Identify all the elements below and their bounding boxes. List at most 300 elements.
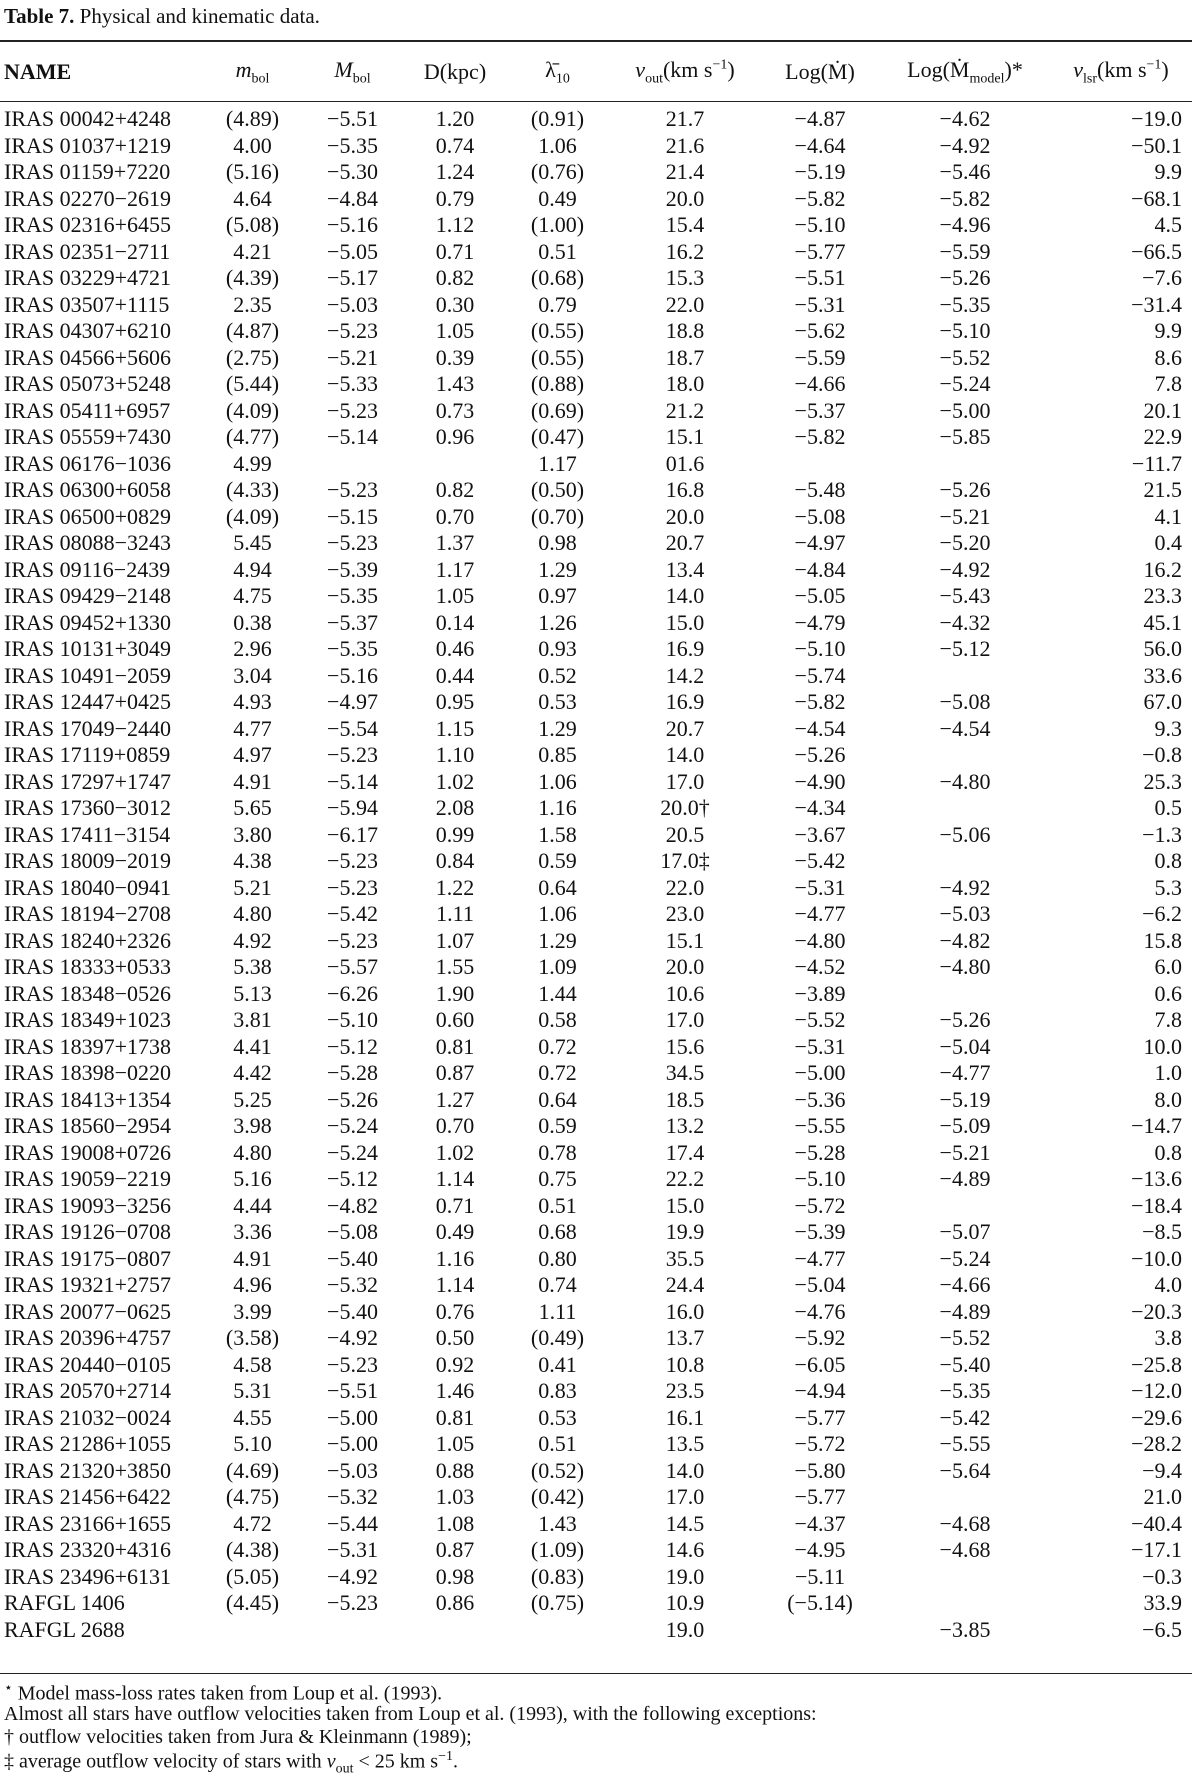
cell-log-mdot: −5.51 xyxy=(794,265,846,290)
table-row xyxy=(0,318,1192,345)
cell-name: IRAS 19093−3256 xyxy=(4,1192,172,1218)
cell-Mbol: −5.31 xyxy=(327,1537,378,1562)
cell-distance: 0.76 xyxy=(435,1298,475,1324)
cell-lambda: (0.70) xyxy=(530,503,585,529)
cell-log-mdot: −4.37 xyxy=(794,1510,846,1536)
table-row xyxy=(0,1617,1192,1644)
header-logmodel-close: )* xyxy=(1004,56,1023,82)
cell-vlsr: −31.4 xyxy=(1131,291,1182,317)
cell-mbol: 2.35 xyxy=(233,291,272,317)
caption-label: Table 7. xyxy=(4,4,75,28)
table-row xyxy=(0,477,1192,504)
cell-distance: 0.50 xyxy=(435,1325,475,1350)
cell-mbol: 4.77 xyxy=(233,715,272,741)
footnote-ddagger-sub: out xyxy=(335,1761,354,1777)
cell-vout: 20.0 xyxy=(665,503,705,529)
cell-log-mdot: −5.31 xyxy=(794,291,846,317)
cell-log-mdot: −4.64 xyxy=(794,132,846,158)
cell-Mbol: −5.33 xyxy=(327,371,378,396)
cell-mbol: (4.69) xyxy=(225,1457,280,1483)
cell-Mbol: −5.24 xyxy=(327,1139,378,1165)
cell-vout: 21.4 xyxy=(665,159,705,184)
cell-vlsr: −10.0 xyxy=(1131,1245,1182,1271)
table-row xyxy=(0,557,1192,584)
cell-log-mdot-model: −5.85 xyxy=(939,424,991,449)
cell-vout: 19.0 xyxy=(665,1563,705,1589)
cell-vlsr: −1.3 xyxy=(1142,821,1182,847)
cell-distance: 0.82 xyxy=(435,265,475,290)
cell-vout: 23.0 xyxy=(665,901,705,926)
cell-name: IRAS 19059−2219 xyxy=(4,1166,172,1191)
cell-log-mdot: −4.76 xyxy=(794,1298,846,1324)
cell-lambda: 1.16 xyxy=(538,795,577,820)
cell-name: IRAS 21286+1055 xyxy=(4,1431,172,1456)
cell-distance: 0.30 xyxy=(435,291,475,317)
cell-mbol: 3.98 xyxy=(233,1113,272,1138)
table-row xyxy=(0,371,1192,398)
cell-distance: 1.12 xyxy=(435,212,475,237)
cell-vlsr: 8.6 xyxy=(1154,344,1182,370)
cell-log-mdot-model: −4.32 xyxy=(939,609,991,635)
cell-Mbol: −5.32 xyxy=(327,1272,378,1297)
cell-lambda: 0.83 xyxy=(538,1378,577,1403)
cell-log-mdot-model xyxy=(880,1590,1050,1617)
cell-distance: 1.43 xyxy=(435,371,475,396)
cell-log-mdot: −5.31 xyxy=(794,874,846,900)
cell-vout: 19.9 xyxy=(665,1219,705,1244)
header-vlsr-sup: −1 xyxy=(1146,57,1162,73)
cell-name: IRAS 10131+3049 xyxy=(4,636,172,661)
header-vlsr-close: ) xyxy=(1161,56,1169,82)
table-caption xyxy=(4,4,320,29)
header-distance: D(kpc) xyxy=(423,59,487,84)
header-lambda xyxy=(505,44,610,100)
cell-vout: 10.9 xyxy=(665,1590,705,1615)
cell-vlsr: −29.6 xyxy=(1131,1404,1182,1430)
cell-lambda: (0.42) xyxy=(530,1484,585,1509)
cell-lambda: 0.53 xyxy=(538,689,577,714)
cell-lambda: 1.29 xyxy=(538,927,577,953)
header-lambda-sub: 10 xyxy=(555,71,570,87)
cell-log-mdot-model: −4.77 xyxy=(939,1060,991,1085)
cell-name: IRAS 17360−3012 xyxy=(4,795,172,820)
cell-name: IRAS 19008+0726 xyxy=(4,1139,172,1165)
header-vlsr-sub: lsr xyxy=(1083,71,1098,87)
footnote-general: Almost all stars have outflow velocities taken from Loup et al. (1993), with the following exceptions: xyxy=(4,1703,817,1725)
cell-name: IRAS 23496+6131 xyxy=(4,1563,172,1589)
cell-name: IRAS 05559+7430 xyxy=(4,424,172,449)
cell-log-mdot-model: −5.06 xyxy=(939,821,991,847)
cell-log-mdot-model: −5.59 xyxy=(939,238,991,264)
cell-name: IRAS 04566+5606 xyxy=(4,344,172,370)
cell-mbol: 4.97 xyxy=(233,742,272,767)
cell-vlsr: 1.0 xyxy=(1154,1060,1182,1085)
cell-mbol: 4.41 xyxy=(233,1033,272,1059)
cell-log-mdot-model: −5.26 xyxy=(939,265,991,290)
table-row xyxy=(0,398,1192,425)
cell-lambda: 1.09 xyxy=(538,954,577,979)
cell-distance: 1.11 xyxy=(436,901,474,926)
cell-mbol: 4.96 xyxy=(233,1272,272,1297)
cell-Mbol: −5.14 xyxy=(327,424,378,449)
cell-Mbol: −5.23 xyxy=(327,927,378,953)
cell-vout: 18.8 xyxy=(665,318,705,343)
cell-vout: 20.0 xyxy=(665,185,705,211)
cell-name: IRAS 04307+6210 xyxy=(4,318,172,343)
cell-log-mdot-model: −5.24 xyxy=(939,1245,991,1271)
cell-distance: 1.10 xyxy=(435,742,475,767)
footnote-ddagger xyxy=(4,1749,458,1778)
cell-log-mdot: −5.19 xyxy=(794,159,846,184)
cell-log-mdot-model: −4.96 xyxy=(939,212,991,237)
cell-Mbol: −5.35 xyxy=(327,636,378,661)
cell-mbol: (2.75) xyxy=(225,344,280,370)
table-row xyxy=(0,583,1192,610)
cell-log-mdot: −4.84 xyxy=(794,556,846,582)
cell-Mbol: −5.23 xyxy=(327,874,378,900)
cell-Mbol: −5.28 xyxy=(327,1060,378,1085)
table-row xyxy=(0,1325,1192,1352)
cell-vlsr: 10.0 xyxy=(1143,1033,1182,1059)
cell-distance: 0.46 xyxy=(435,636,475,661)
cell-vlsr: −0.8 xyxy=(1142,742,1182,767)
cell-lambda: (0.47) xyxy=(530,424,585,449)
cell-mbol: 5.13 xyxy=(233,980,272,1006)
cell-log-mdot-model: −4.92 xyxy=(939,874,991,900)
cell-vout: 22.0 xyxy=(665,291,705,317)
cell-Mbol: −4.84 xyxy=(327,185,378,211)
cell-log-mdot: −5.26 xyxy=(794,742,846,767)
cell-vout: 22.0 xyxy=(665,874,705,900)
table-row xyxy=(0,1352,1192,1379)
cell-Mbol: −5.51 xyxy=(327,106,378,131)
cell-name: IRAS 17297+1747 xyxy=(4,768,172,794)
cell-vlsr: 7.8 xyxy=(1154,1007,1182,1032)
cell-lambda: 1.06 xyxy=(538,901,577,926)
cell-vout: 23.5 xyxy=(665,1378,705,1403)
cell-lambda: 0.74 xyxy=(538,1272,577,1297)
cell-vout: 15.4 xyxy=(665,212,705,237)
cell-log-mdot-model: −5.55 xyxy=(939,1431,991,1456)
cell-mbol: 4.94 xyxy=(233,556,272,582)
cell-distance: 0.74 xyxy=(435,132,475,158)
cell-lambda: 1.17 xyxy=(538,450,577,476)
table-row xyxy=(0,901,1192,928)
table-row xyxy=(0,1590,1192,1617)
cell-distance: 1.05 xyxy=(435,1431,475,1456)
cell-log-mdot-model: −4.92 xyxy=(939,556,991,582)
cell-mbol: 4.91 xyxy=(233,768,272,794)
table-row xyxy=(0,212,1192,239)
cell-log-mdot: −5.77 xyxy=(794,1484,846,1509)
cell-lambda: 0.59 xyxy=(538,848,577,873)
cell-log-mdot: −5.11 xyxy=(794,1563,846,1589)
cell-vout: 18.7 xyxy=(665,344,705,370)
cell-distance: 1.14 xyxy=(435,1166,475,1191)
cell-log-mdot-model: −5.21 xyxy=(939,503,991,529)
header-Mbol xyxy=(300,44,405,100)
cell-vout: 34.5 xyxy=(665,1060,705,1085)
cell-name: IRAS 18040−0941 xyxy=(4,874,172,900)
cell-vlsr: −68.1 xyxy=(1131,185,1182,211)
table-row xyxy=(0,239,1192,266)
cell-vout: 16.2 xyxy=(665,238,705,264)
cell-vlsr: 67.0 xyxy=(1143,689,1182,714)
cell-lambda: (0.83) xyxy=(530,1563,585,1589)
cell-name: IRAS 01037+1219 xyxy=(4,132,172,158)
header-mbol xyxy=(205,44,300,100)
cell-lambda: (0.75) xyxy=(530,1590,585,1615)
cell-log-mdot-model: −3.85 xyxy=(939,1616,991,1642)
table-row xyxy=(0,1511,1192,1538)
cell-lambda: 1.29 xyxy=(538,556,577,582)
cell-log-mdot: −5.39 xyxy=(794,1219,846,1244)
cell-lambda: 0.75 xyxy=(538,1166,577,1191)
caption-text: Physical and kinematic data. xyxy=(74,4,320,28)
cell-lambda: 1.06 xyxy=(538,132,577,158)
cell-mbol: 4.80 xyxy=(233,901,272,926)
cell-name: IRAS 18398−0220 xyxy=(4,1060,172,1085)
cell-distance: 0.49 xyxy=(435,1219,475,1244)
cell-lambda: (0.50) xyxy=(530,477,585,502)
cell-Mbol: −5.35 xyxy=(327,583,378,608)
cell-lambda: 0.79 xyxy=(538,291,577,317)
cell-log-mdot-model: −5.03 xyxy=(939,901,991,926)
cell-mbol: 5.45 xyxy=(233,530,272,555)
cell-log-mdot: −6.05 xyxy=(794,1351,846,1377)
cell-log-mdot: −4.77 xyxy=(794,1245,846,1271)
cell-mbol: 4.92 xyxy=(233,927,272,953)
cell-vout: 16.0 xyxy=(665,1298,705,1324)
cell-lambda: 1.26 xyxy=(538,609,577,635)
cell-vlsr: 4.0 xyxy=(1154,1272,1182,1297)
footnote-ddagger-pre: ‡ average outflow velocity of stars with xyxy=(4,1750,327,1773)
cell-vout: 17.0 xyxy=(665,1007,705,1032)
cell-vout: 15.3 xyxy=(665,265,705,290)
table-row xyxy=(0,981,1192,1008)
cell-log-mdot: −5.72 xyxy=(794,1192,846,1218)
cell-log-mdot-model: −5.42 xyxy=(939,1404,991,1430)
cell-name: IRAS 00042+4248 xyxy=(4,106,172,131)
cell-vout: 01.6 xyxy=(665,450,705,476)
cell-vlsr: 9.3 xyxy=(1154,715,1182,741)
cell-vout: 19.0 xyxy=(665,1616,705,1642)
cell-vlsr: 22.9 xyxy=(1143,424,1182,449)
header-log-mdot: Log(Ṁ) xyxy=(785,59,855,84)
cell-vlsr: 8.0 xyxy=(1154,1086,1182,1112)
cell-mbol: 4.93 xyxy=(233,689,272,714)
cell-name: IRAS 21456+6422 xyxy=(4,1484,172,1509)
cell-Mbol: −5.54 xyxy=(327,715,378,741)
cell-log-mdot: −4.66 xyxy=(794,371,846,396)
cell-Mbol: −5.30 xyxy=(327,159,378,184)
table-row xyxy=(0,769,1192,796)
cell-vlsr: 45.1 xyxy=(1143,609,1182,635)
cell-distance: 0.71 xyxy=(435,1192,475,1218)
cell-mbol: (4.38) xyxy=(225,1537,280,1562)
cell-log-mdot-model: −5.09 xyxy=(939,1113,991,1138)
cell-lambda: 0.68 xyxy=(538,1219,577,1244)
table-row xyxy=(0,1299,1192,1326)
table-row xyxy=(0,1007,1192,1034)
cell-vout: 35.5 xyxy=(665,1245,705,1271)
table-row xyxy=(0,875,1192,902)
footnote-star xyxy=(4,1680,442,1706)
cell-log-mdot: −4.90 xyxy=(794,768,846,794)
cell-mbol: 4.75 xyxy=(233,583,272,608)
cell-name: IRAS 18009−2019 xyxy=(4,848,172,873)
cell-vlsr: −19.0 xyxy=(1131,106,1182,131)
cell-mbol: (4.75) xyxy=(225,1484,280,1509)
cell-vlsr: 21.5 xyxy=(1143,477,1182,502)
cell-lambda: 0.49 xyxy=(538,185,577,211)
table-row xyxy=(0,1484,1192,1511)
cell-name: IRAS 18333+0533 xyxy=(4,954,172,979)
table-body xyxy=(0,100,1192,1643)
cell-mbol: (4.09) xyxy=(225,397,280,423)
cell-Mbol: −5.51 xyxy=(327,1378,378,1403)
table-row xyxy=(0,1431,1192,1458)
header-vout-close: ) xyxy=(727,56,735,82)
cell-vlsr: 20.1 xyxy=(1143,397,1182,423)
table-row xyxy=(0,1219,1192,1246)
cell-log-mdot: −4.54 xyxy=(794,715,846,741)
cell-vout: 22.2 xyxy=(665,1166,705,1191)
cell-vlsr: 0.6 xyxy=(1154,980,1182,1006)
cell-vlsr: 7.8 xyxy=(1154,371,1182,396)
cell-log-mdot: −4.80 xyxy=(794,927,846,953)
cell-lambda: 1.11 xyxy=(538,1298,577,1324)
cell-log-mdot: −5.36 xyxy=(794,1086,846,1112)
table-row xyxy=(0,954,1192,981)
data-table xyxy=(0,44,1192,1643)
cell-vout: 13.4 xyxy=(665,556,705,582)
cell-log-mdot: −4.52 xyxy=(794,954,846,979)
cell-name: IRAS 03229+4721 xyxy=(4,265,172,290)
cell-log-mdot-model: −5.35 xyxy=(939,1378,991,1403)
cell-mbol: 2.96 xyxy=(233,636,272,661)
cell-log-mdot-model: −4.80 xyxy=(939,954,991,979)
cell-vlsr: 0.4 xyxy=(1154,530,1182,555)
table-row xyxy=(0,848,1192,875)
cell-log-mdot-model: −5.40 xyxy=(939,1351,991,1377)
table-row xyxy=(0,530,1192,557)
cell-vlsr: 33.6 xyxy=(1143,662,1182,688)
cell-name: IRAS 20570+2714 xyxy=(4,1378,172,1403)
cell-vlsr: 33.9 xyxy=(1143,1590,1182,1615)
cell-Mbol: −5.44 xyxy=(327,1510,378,1536)
cell-log-mdot-model: −4.54 xyxy=(939,715,991,741)
footnote-star-mark: ⋆ xyxy=(4,1681,13,1696)
cell-vout: 14.0 xyxy=(665,742,705,767)
cell-distance: 1.55 xyxy=(435,954,475,979)
cell-lambda: (0.55) xyxy=(530,344,585,370)
table-row xyxy=(0,689,1192,716)
cell-Mbol: −5.23 xyxy=(327,397,378,423)
cell-lambda: 0.51 xyxy=(538,238,577,264)
cell-mbol: 4.99 xyxy=(233,450,272,476)
cell-distance: 0.92 xyxy=(435,1351,475,1377)
cell-name: IRAS 23320+4316 xyxy=(4,1537,172,1562)
cell-lambda: 0.58 xyxy=(538,1007,577,1032)
table-row xyxy=(0,504,1192,531)
cell-vlsr: 15.8 xyxy=(1143,927,1182,953)
cell-lambda: 1.58 xyxy=(538,821,577,847)
cell-lambda: 1.44 xyxy=(538,980,577,1006)
cell-vout: 20.7 xyxy=(665,715,705,741)
cell-distance: 1.46 xyxy=(435,1378,475,1403)
cell-distance: 1.08 xyxy=(435,1510,475,1536)
cell-Mbol: −5.26 xyxy=(327,1086,378,1112)
cell-name: IRAS 17049−2440 xyxy=(4,715,172,741)
cell-mbol: (4.89) xyxy=(225,106,280,131)
cell-vout: 14.2 xyxy=(665,662,705,688)
cell-vout: 14.5 xyxy=(665,1510,705,1536)
table-row xyxy=(0,345,1192,372)
cell-mbol: 4.55 xyxy=(233,1404,272,1430)
cell-distance xyxy=(405,1617,505,1644)
table-row xyxy=(0,100,1192,133)
cell-lambda: 0.59 xyxy=(538,1113,577,1138)
header-lambda-symbol: λ̄ xyxy=(545,56,556,82)
cell-log-mdot-model xyxy=(880,663,1050,690)
cell-Mbol: −5.08 xyxy=(327,1219,378,1244)
cell-vlsr: 9.9 xyxy=(1154,159,1182,184)
table-row xyxy=(0,186,1192,213)
cell-mbol: 4.91 xyxy=(233,1245,272,1271)
header-vout-unit: (km s xyxy=(662,56,713,82)
table-row xyxy=(0,795,1192,822)
cell-vlsr: −50.1 xyxy=(1131,132,1182,158)
cell-distance xyxy=(405,451,505,478)
cell-Mbol: −5.23 xyxy=(327,1351,378,1377)
header-vlsr-symbol: v xyxy=(1073,56,1084,82)
cell-log-mdot: −4.87 xyxy=(794,106,846,131)
cell-lambda: 0.51 xyxy=(538,1431,577,1456)
cell-name: RAFGL 2688 xyxy=(4,1616,125,1642)
cell-mbol: (4.45) xyxy=(225,1590,280,1615)
cell-mbol: 5.16 xyxy=(233,1166,272,1191)
cell-lambda: (0.69) xyxy=(530,397,585,423)
table-row xyxy=(0,1458,1192,1485)
table-row xyxy=(0,133,1192,160)
cell-vlsr: 16.2 xyxy=(1143,556,1182,582)
cell-mbol: 4.72 xyxy=(233,1510,272,1536)
cell-mbol: 4.80 xyxy=(233,1139,272,1165)
top-rule xyxy=(0,40,1192,42)
table-row xyxy=(0,1378,1192,1405)
cell-log-mdot-model: −5.24 xyxy=(939,371,991,396)
cell-Mbol: −5.21 xyxy=(327,344,378,370)
cell-log-mdot-model: −5.52 xyxy=(939,1325,991,1350)
table-row xyxy=(0,663,1192,690)
table-row xyxy=(0,928,1192,955)
cell-name: IRAS 02316+6455 xyxy=(4,212,172,237)
cell-mbol: (4.09) xyxy=(225,503,280,529)
header-vout xyxy=(610,44,760,100)
cell-Mbol: −6.26 xyxy=(327,980,378,1006)
cell-log-mdot: −5.77 xyxy=(794,1404,846,1430)
header-log-mdot-model xyxy=(880,44,1050,100)
table-row xyxy=(0,159,1192,186)
cell-Mbol: −5.12 xyxy=(327,1166,378,1191)
cell-lambda: (0.76) xyxy=(530,159,585,184)
cell-vlsr: −14.7 xyxy=(1131,1113,1182,1138)
cell-name: IRAS 21032−0024 xyxy=(4,1404,172,1430)
cell-Mbol: −5.23 xyxy=(327,318,378,343)
cell-vlsr: −20.3 xyxy=(1131,1298,1182,1324)
cell-Mbol: −5.39 xyxy=(327,556,378,582)
